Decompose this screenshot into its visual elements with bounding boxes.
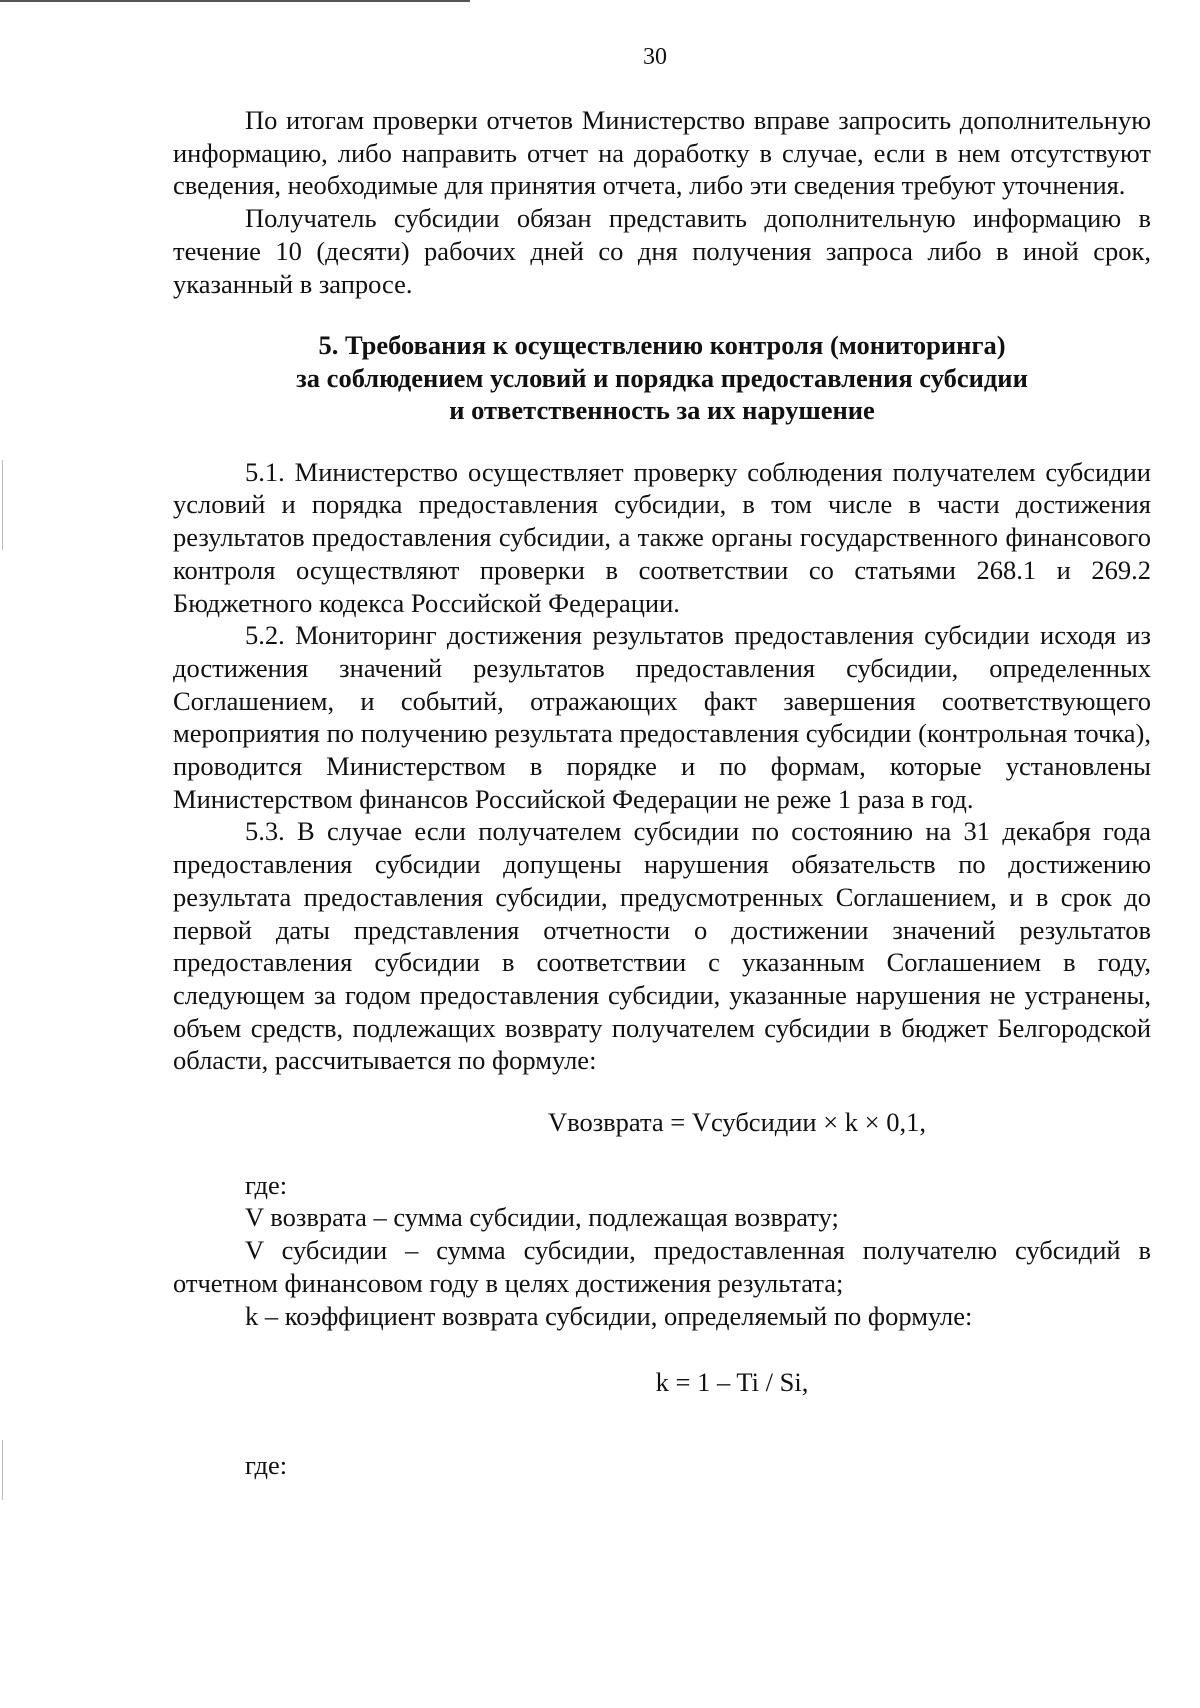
definition-item: V возврата – сумма субсидии, подлежащая возврату;	[245, 1202, 839, 1233]
scan-edge-line	[0, 0, 470, 2]
page-number: 30	[643, 44, 667, 70]
section-heading	[173, 329, 1151, 427]
formula-refund: Vвозврата = Vсубсидии × k × 0,1,	[547, 1107, 926, 1138]
where-label: где:	[245, 1450, 288, 1480]
definition-item: k – коэффициент возврата субсидии, определяемый по формуле:	[245, 1300, 973, 1331]
scan-edge-mark	[2, 460, 3, 550]
section-heading-line: за соблюдением условий и порядка предоставления субсидии	[296, 362, 1028, 393]
paragraph-5-2: 5.2. Мониторинг достижения результатов предоставления субсидии исходя из достижения значений результатов предоставления субсидии, определенных Соглашением, и событий, отражающих факт завершения соответствующего мероприятия по получению результата предоставления субсидии (контрольная точка), проводится Министерством в порядке и по формам, которые установлены Министерством финансов Российской Федерации не реже 1 раза в год.	[173, 620, 1151, 814]
formula-coefficient: k = 1 – Ti / Si,	[655, 1367, 809, 1398]
paragraph: Получатель субсидии обязан представить дополнительную информацию в течение 10 (десяти) рабочих дней со дня получения запроса либо в иной срок, указанный в запросе.	[173, 203, 1151, 299]
paragraph-5-3: 5.3. В случае если получателем субсидии по состоянию на 31 декабря года предоставления субсидии допущены нарушения обязательств по достижению результата предоставления субсидии, предусмотренных Соглашением, и в срок до первой даты представления отчетности о достижении значений результатов предоставления субсидии в соответствии с указанным Соглашением в году, следующем за годом предоставления субсидии, указанные нарушения не устранены, объем средств, подлежащих возврату получателем субсидии в бюджет Белгородской области, рассчитывается по формуле:	[173, 816, 1151, 1076]
document-body	[173, 104, 1151, 1482]
section-heading-line: и ответственность за их нарушение	[449, 395, 875, 426]
paragraph-5-1: 5.1. Министерство осуществляет проверку соблюдения получателем субсидии условий и порядка предоставления субсидии, в том числе в части достижения результатов предоставления субсидии, а также органы государственного финансового контроля осуществляют проверки в соответствии со статьями 268.1 и 269.2 Бюджетного кодекса Российской Федерации.	[173, 456, 1151, 618]
paragraph: По итогам проверки отчетов Министерство вправе запросить дополнительную информацию, либо направить отчет на доработку в случае, если в нем отсутствуют сведения, необходимые для принятия отчета, либо эти сведения требуют уточнения.	[173, 105, 1151, 201]
definition-item: V субсидии – сумма субсидии, предоставленная получателю субсидий в отчетном финансовом году в целях достижения результата;	[173, 1235, 1151, 1298]
scan-edge-mark	[2, 1440, 3, 1500]
section-heading-line: 5. Требования к осуществлению контроля (мониторинга)	[318, 330, 1006, 361]
where-label: где:	[245, 1169, 288, 1200]
